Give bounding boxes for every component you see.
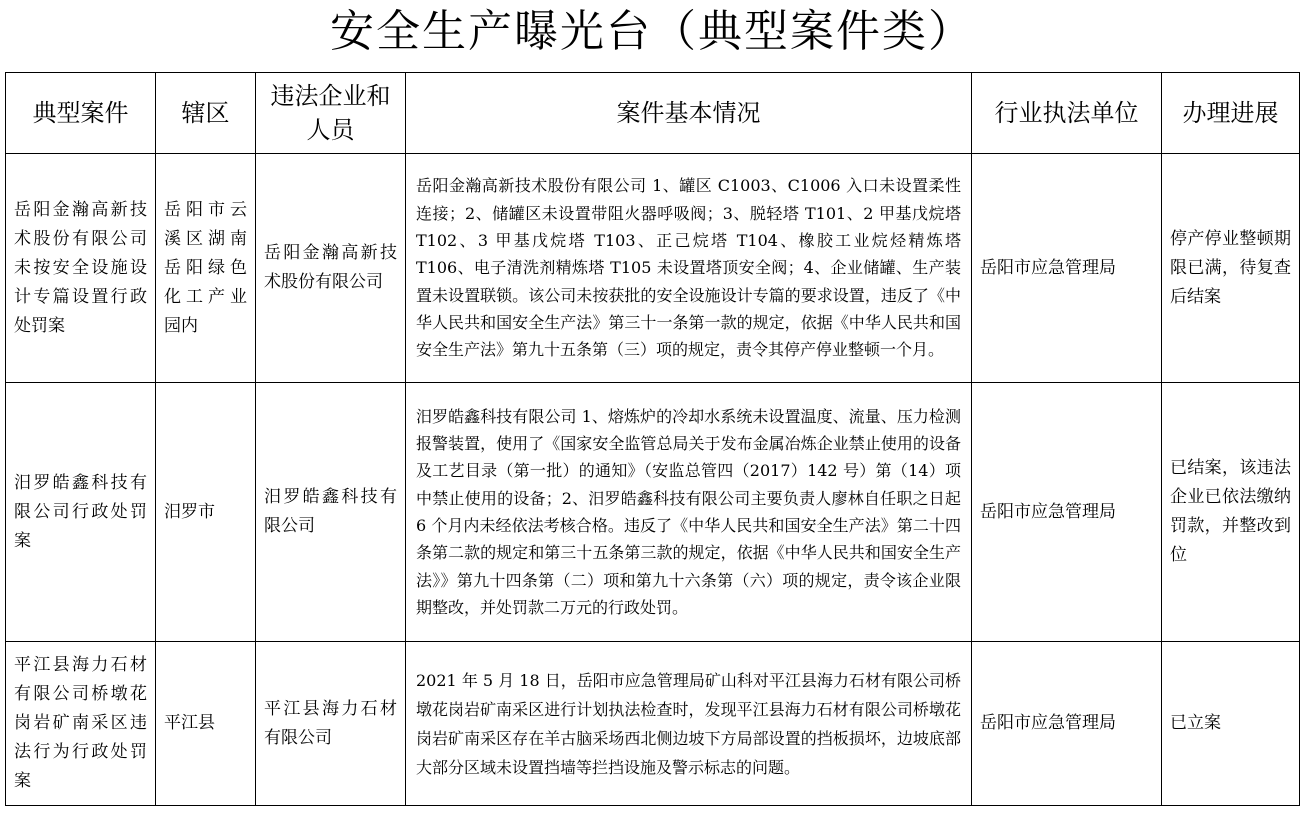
header-case-details: 案件基本情况: [406, 73, 972, 154]
agency-cell: 岳阳市应急管理局: [972, 642, 1162, 806]
progress-cell: 停产停业整顿期限已满，待复查后结案: [1162, 154, 1300, 383]
district-cell: 岳阳市云溪区湖南岳阳绿色化工产业园内: [156, 154, 256, 383]
details-cell: 2021 年 5 月 18 日，岳阳市应急管理局矿山科对平江县海力石材有限公司桥墩花岗岩矿南采区进行计划执法检查时，发现平江县海力石材有限公司桥墩花岗岩矿南采区存在羊古脑采场西北侧边坡下方局部设置的挡板损坏，边坡底部大部分区域未设置挡墙等拦挡设施及警示标志的问题。: [406, 642, 972, 806]
header-typical-case: 典型案件: [6, 73, 156, 154]
case-name-cell: 岳阳金瀚高新技术股份有限公司未按安全设施设计专篇设置行政处罚案: [6, 154, 156, 383]
header-progress: 办理进展: [1162, 73, 1300, 154]
details-cell: 汨罗皓鑫科技有限公司 1、熔炼炉的冷却水系统未设置温度、流量、压力检测报警装置，使用了《国家安全监管总局关于发布金属冶炼企业禁止使用的设备及工艺目录（第一批）的通知》（安监总管四（2017）142 号）第（14）项中禁止使用的设备；2、汨罗皓鑫科技有限公司主要负责人廖林自任职之日起 6 个月内未经依法考核合格。违反了《中华人民共和国安全生产法》第二十四条第二款的规定和第三十五条第三款的规定，依据《中华人民共和国安全生产法》》第九十四条第（二）项和第九十六条第（六）项的规定，责令该企业限期整改，并处罚款二万元的行政处罚。: [406, 383, 972, 642]
case-name-cell: 汨罗皓鑫科技有限公司行政处罚案: [6, 383, 156, 642]
district-cell: 平江县: [156, 642, 256, 806]
case-name-cell: 平江县海力石材有限公司桥墩花岗岩矿南采区违法行为行政处罚案: [6, 642, 156, 806]
header-district: 辖区: [156, 73, 256, 154]
agency-cell: 岳阳市应急管理局: [972, 383, 1162, 642]
case-table: [5, 72, 1300, 806]
table-row: [6, 154, 1300, 383]
party-cell: 平江县海力石材有限公司: [256, 642, 406, 806]
party-cell: 岳阳金瀚高新技术股份有限公司: [256, 154, 406, 383]
table-row: [6, 383, 1300, 642]
agency-cell: 岳阳市应急管理局: [972, 154, 1162, 383]
progress-cell: 已结案，该违法企业已依法缴纳罚款，并整改到位: [1162, 383, 1300, 642]
details-cell: 岳阳金瀚高新技术股份有限公司 1、罐区 C1003、C1006 入口未设置柔性连接；2、储罐区未设置带阻火器呼吸阀；3、脱轻塔 T101、2 甲基戊烷塔 T102、3 甲基戊烷塔 T103、正己烷塔 T104、橡胶工业烷烃精炼塔 T106、电子清洗剂精炼塔 T105 未设置塔顶安全阀；4、企业储罐、生产装置未设置联锁。该公司未按获批的安全设施设计专篇的要求设置，违反了《中华人民共和国安全生产法》第三十一条第一款的规定，依据《中华人民共和国安全生产法》第九十五条第（三）项的规定，责令其停产停业整顿一个月。: [406, 154, 972, 383]
header-violating-party: 违法企业和人员: [256, 73, 406, 154]
progress-cell: 已立案: [1162, 642, 1300, 806]
page-title: 安全生产曝光台（典型案件类）: [330, 6, 974, 57]
district-cell: 汨罗市: [156, 383, 256, 642]
party-cell: 汨罗皓鑫科技有限公司: [256, 383, 406, 642]
table-header-row: [6, 73, 1300, 154]
header-enforcement-agency: 行业执法单位: [972, 73, 1162, 154]
table-row: [6, 642, 1300, 806]
